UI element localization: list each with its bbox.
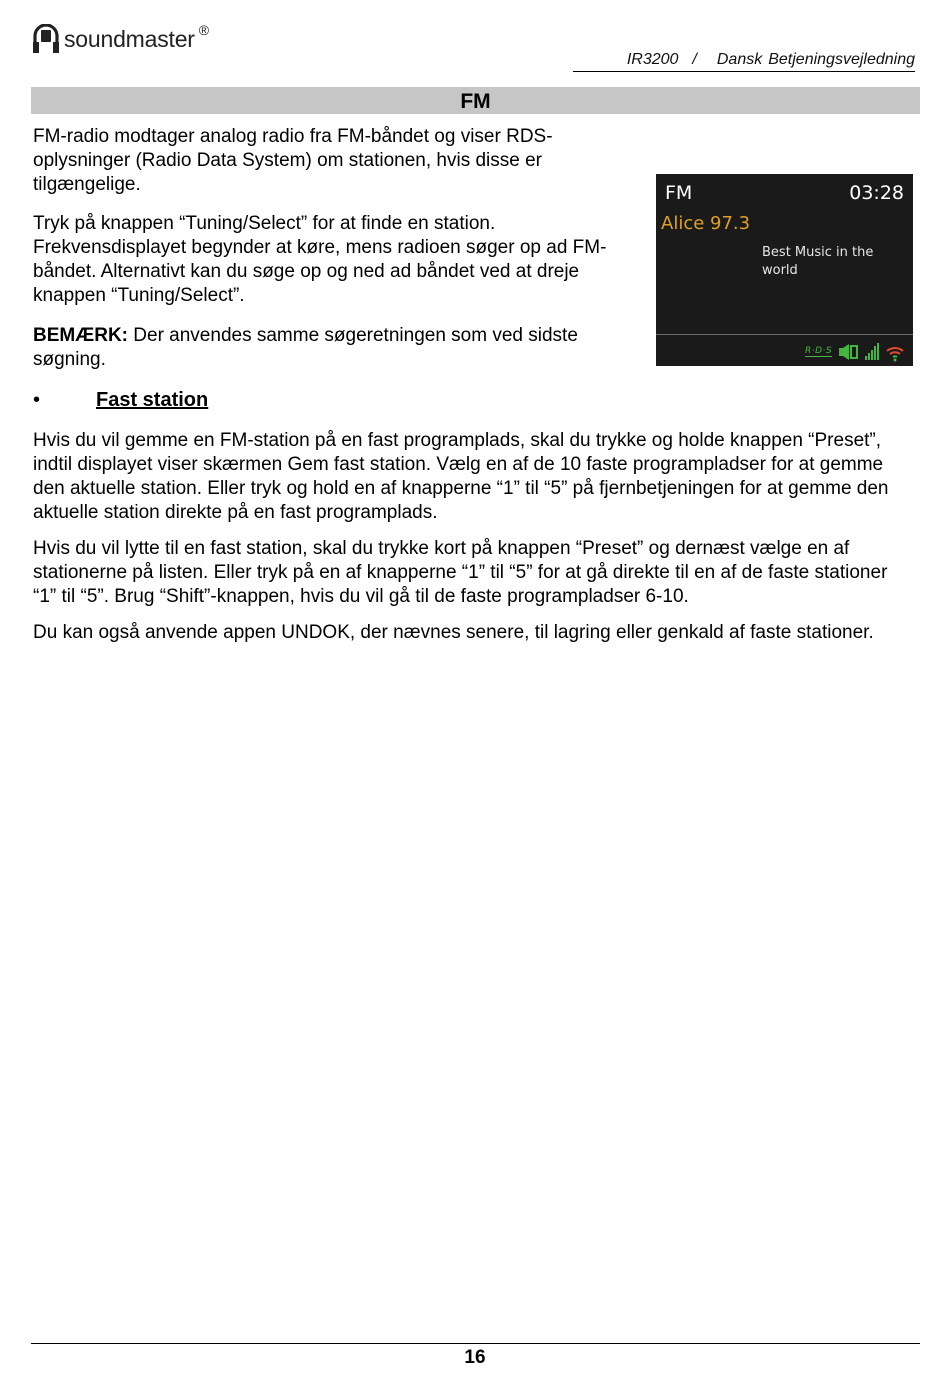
display-mode: FM bbox=[665, 182, 693, 204]
display-info-text: Best Music in the world bbox=[762, 245, 874, 278]
header-doc-type: Betjeningsvejledning bbox=[768, 51, 915, 68]
tuning-paragraph: Tryk på knappen “Tuning/Select” for at finde en station. Frekvensdisplayet begynder at køre, mens radioen søger op ad FM-båndet. Alternativt kan du søge op og ned ad båndet ved at dreje knappen “Tuning/Select”. bbox=[33, 213, 607, 306]
brand-logo bbox=[32, 22, 209, 56]
body-paragraph-recall: Hvis du vil lytte til en fast station, skal du trykke kort på knappen “Preset” og dernæst vælge en af stationerne på listen. Eller tryk på en af knapperne “1” til “5” for at gå direkte til en af de faste stationer “1” til “5”. Brug “Shift”-knappen, hvis du vil gå til de faste programpladser 6-10. bbox=[33, 538, 888, 607]
brand-name: soundmaster bbox=[64, 25, 195, 52]
model-number: IR3200 bbox=[626, 51, 679, 68]
wifi-icon bbox=[887, 348, 903, 362]
document-header bbox=[573, 51, 915, 72]
footer-divider bbox=[31, 1343, 920, 1344]
body-paragraph-undok: Du kan også anvende appen UNDOK, der nævnes senere, til lagring eller genkald af faste stationer. bbox=[33, 622, 874, 643]
subsection-title: Fast station bbox=[96, 389, 209, 411]
header-separator: / bbox=[692, 51, 697, 68]
signal-strength-icon bbox=[865, 343, 879, 360]
bullet-marker: • bbox=[33, 389, 41, 411]
stereo-speaker-icon bbox=[839, 344, 857, 360]
intro-paragraph: FM-radio modtager analog radio fra FM-båndet og viser RDS-oplysninger (Radio Data System) om stationen, hvis disse er tilgængelige. bbox=[33, 126, 553, 195]
section-title-bar bbox=[31, 87, 920, 114]
radio-display-screenshot bbox=[656, 174, 913, 366]
rds-indicator: R·D·S bbox=[805, 346, 833, 356]
soundmaster-logo-icon bbox=[32, 24, 60, 54]
display-divider bbox=[656, 334, 913, 335]
registered-mark: ® bbox=[198, 22, 210, 38]
note-label: BEMÆRK: bbox=[33, 325, 128, 346]
note-paragraph bbox=[33, 324, 638, 372]
status-icons bbox=[839, 342, 905, 362]
body-paragraph-store: Hvis du vil gemme en FM-station på en fast programplads, skal du trykke og holde knappen “Preset”, indtil displayet viser skærmen Gem fast station. Vælg en af de 10 faste programpladser for at gemme den aktuelle station. Eller tryk og hold en af knapperne “1” til “5” på fjernbetjeningen for at gemme den aktuelle station direkte på en fast programplads. bbox=[33, 430, 889, 523]
header-language: Dansk bbox=[716, 51, 763, 68]
section-title: FM bbox=[460, 90, 491, 113]
display-station: Alice 97.3 bbox=[661, 213, 751, 234]
page-number: 16 bbox=[464, 1347, 486, 1368]
note-text: Der anvendes samme søgeretningen som ved sidste søgning. bbox=[33, 325, 578, 370]
display-time: 03:28 bbox=[849, 182, 904, 204]
